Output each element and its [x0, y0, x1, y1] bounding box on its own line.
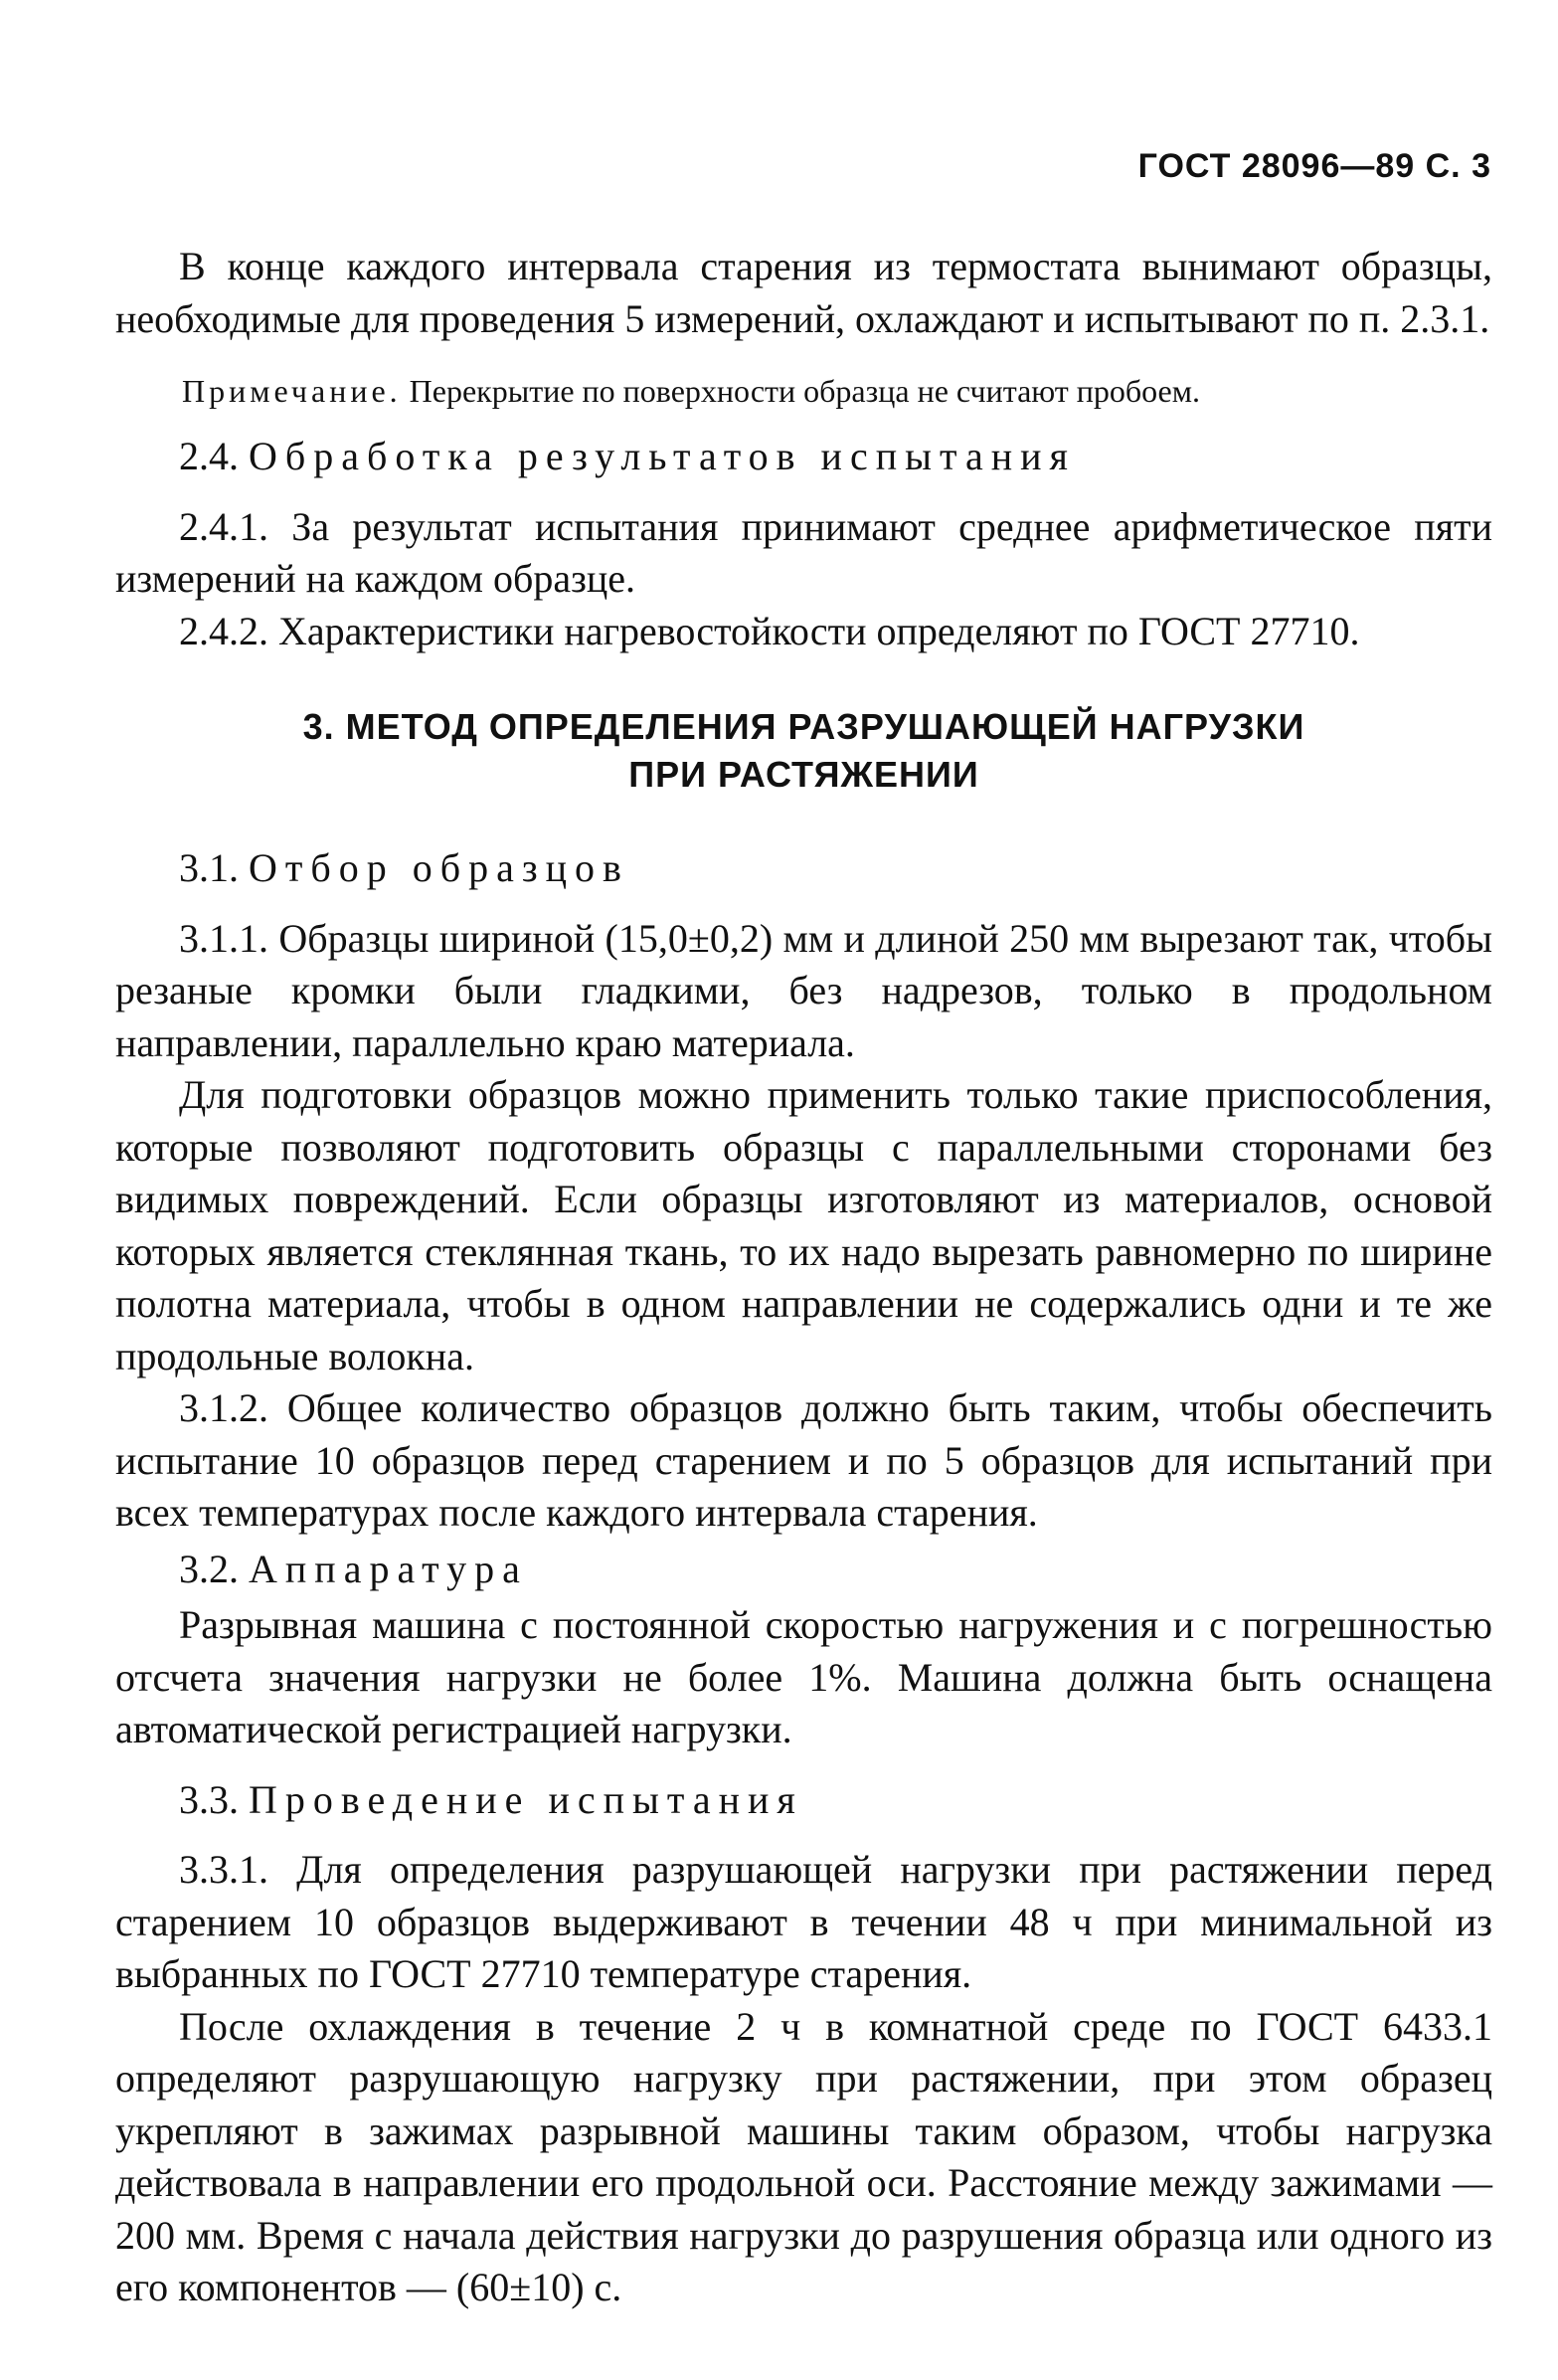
paragraph-3-2: Разрывная машина с постоянной скоростью нагружения и с погрешностью отсчета значения нагрузки не более 1%. Машина должна быть оснащена автоматической регистрацией нагрузки.: [115, 1602, 1492, 1751]
section-heading-line-1: 3. МЕТОД ОПРЕДЕЛЕНИЯ РАЗРУШАЮЩЕЙ НАГРУЗКИ: [302, 706, 1305, 747]
subsection-number: 3.3.: [179, 1776, 239, 1822]
note-label: Примечание.: [182, 373, 402, 409]
document-body: [115, 241, 1492, 2314]
note: [115, 369, 1492, 413]
section-heading-line-2: ПРИ РАСТЯЖЕНИИ: [628, 754, 979, 795]
subsection-title: Аппаратура: [249, 1546, 528, 1591]
paragraph-3-3-1-continued: После охлаждения в течение 2 ч в комнатной среде по ГОСТ 6433.1 определяют разрушающую нагрузку при растяжении, при этом образец укрепляют в зажимах разрывной машины таким образом, чтобы нагрузка действовала в направлении его продольной оси. Расстояние между зажимами — 200 мм. Время с начала действия нагрузки до разрушения образца или одного из его компонентов — (60±10) с.: [115, 2003, 1492, 2309]
subsection-heading-3-3: [115, 1774, 1492, 1827]
paragraph-2-4-2: 2.4.2. Характеристики нагревостойкости определяют по ГОСТ 27710.: [179, 608, 1360, 653]
subsection-title: Проведение испытания: [249, 1776, 803, 1822]
subsection-heading-2-4: [115, 431, 1492, 483]
subsection-heading-3-1: [115, 842, 1492, 895]
note-text: Перекрытие по поверхности образца не считают пробоем.: [409, 373, 1200, 409]
paragraph-3-1-1-continued: Для подготовки образцов можно применить только такие приспособления, которые позволяют подготовить образцы с параллельными сторонами без видимых повреждений. Если образцы изготовляют из материалов, основой которых является стеклянная ткань, то их надо вырезать равномерно по ширине полотна материала, чтобы в одном направлении не содержались одни и те же продольные волокна.: [115, 1072, 1492, 1378]
paragraph-2-4-1: 2.4.1. За результат испытания принимают среднее арифметическое пяти измерений на каждом образце.: [115, 503, 1492, 601]
subsection-heading-3-2: [115, 1544, 1492, 1596]
paragraph-3-3-1: 3.3.1. Для определения разрушающей нагрузки при растяжении перед старением 10 образцов выдерживают в течении 48 ч при минимальной из выбранных по ГОСТ 27710 температуре старения.: [115, 1847, 1492, 1996]
subsection-number: 2.4.: [179, 434, 239, 478]
paragraph-3-1-1: 3.1.1. Образцы шириной (15,0±0,2) мм и длиной 250 мм вырезают так, чтобы резаные кромки были гладкими, без надрезов, только в продольном направлении, параллельно краю материала.: [115, 915, 1492, 1065]
paragraph-aging-interval-end: В конце каждого интервала старения из термостата вынимают образцы, необходимые для проведения 5 измерений, охлаждают и испытывают по п. 2.3.1.: [115, 244, 1492, 341]
subsection-title: Обработка результатов испытания: [249, 434, 1076, 478]
subsection-number: 3.1.: [179, 845, 239, 890]
subsection-number: 3.2.: [179, 1546, 239, 1591]
subsection-title: Отбор образцов: [249, 845, 629, 890]
page-header: ГОСТ 28096—89 С. 3: [1137, 147, 1491, 185]
paragraph-3-1-2: 3.1.2. Общее количество образцов должно быть таким, чтобы обеспечить испытание 10 образцов перед старением и по 5 образцов для испытаний при всех температурах после каждого интервала старения.: [115, 1385, 1492, 1535]
section-heading-3: [115, 703, 1492, 799]
